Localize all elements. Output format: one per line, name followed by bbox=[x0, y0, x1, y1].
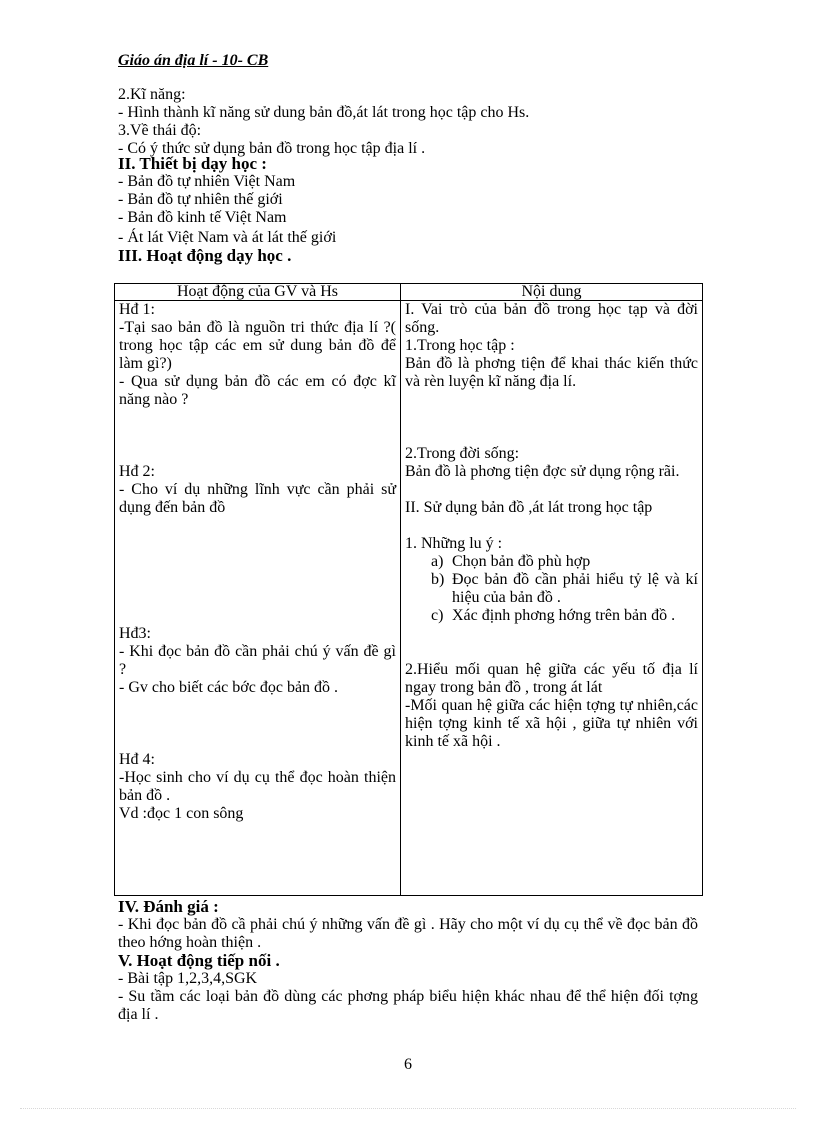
relation-text: 2.Hiểu mối quan hệ giữa các yếu tố địa lí ngay trong bản đồ , trong át lát bbox=[405, 661, 698, 696]
footer-divider bbox=[20, 1108, 796, 1109]
notes-list bbox=[405, 553, 698, 625]
equipment-section bbox=[118, 155, 336, 265]
activity-4-question: -Học sinh cho ví dụ cụ thể đọc hoàn thiện bản đồ . bbox=[119, 769, 396, 804]
followup-item-2: - Su tầm các loại bản đồ dùng các phơng pháp biểu hiện khác nhau để thể hiện đối tợng địa lí . bbox=[118, 988, 698, 1023]
lesson-table bbox=[114, 283, 703, 896]
activity-1-question: -Tại sao bản đồ là nguồn tri thức địa lí ?( trong học tập các em sử dung bản đồ để làm gì?) bbox=[119, 319, 396, 372]
evaluation-heading: IV. Đánh giá : bbox=[118, 897, 219, 916]
activity-2-question: - Cho ví dụ những lĩnh vực cần phải sử dụng đến bản đồ bbox=[119, 481, 396, 516]
life-title: 2.Trong đời sống: bbox=[405, 445, 520, 462]
activity-4-title: Hđ 4: bbox=[119, 751, 155, 768]
closing-section bbox=[118, 898, 698, 1024]
list-item: b) Đọc bản đồ cần phải hiểu tỷ lệ và kí hiệu của bản đồ . bbox=[431, 571, 698, 606]
study-text: Bản đồ là phơng tiện để khai thác kiến thức và rèn luyện kĩ năng địa lí. bbox=[405, 355, 698, 390]
activity-3-question-2: - Gv cho biết các bớc đọc bản đồ . bbox=[119, 679, 339, 696]
equipment-item: - Bản đồ tự nhiên thế giới bbox=[118, 191, 283, 208]
table-header-row bbox=[115, 284, 703, 301]
followup-item: - Bài tập 1,2,3,4,SGK bbox=[118, 970, 258, 987]
table-row bbox=[115, 301, 703, 896]
activity-1-title: Hđ 1: bbox=[119, 301, 155, 318]
activity-1-question-2: - Qua sử dụng bản đồ các em có đợc kĩ năng nào ? bbox=[119, 373, 396, 408]
activities-heading: III. Hoạt động dạy học . bbox=[118, 246, 292, 265]
objectives-section bbox=[118, 86, 529, 158]
equipment-item: - Bản đồ tự nhiên Việt Nam bbox=[118, 173, 296, 190]
study-title: 1.Trong học tập : bbox=[405, 337, 515, 354]
relation-detail: -Mối quan hệ giữa các hiện tợng tự nhiên,các hiện tợng kinh tế xã hội , giữa tự nhiên với kinh tế xã hội . bbox=[405, 697, 698, 750]
equipment-item: - Bản đồ kinh tế Việt Nam bbox=[118, 209, 287, 226]
content-cell bbox=[401, 301, 703, 896]
column-header-activities: Hoạt động của GV và Hs bbox=[115, 284, 401, 301]
activity-4-example: Vd :đọc 1 con sông bbox=[119, 805, 244, 822]
page-number: 6 bbox=[404, 1056, 412, 1073]
life-text: Bản đồ là phơng tiện đợc sử dụng rộng rãi. bbox=[405, 463, 680, 480]
page-header: Giáo án địa lí - 10- CB bbox=[118, 52, 269, 69]
activity-3-title: Hđ3: bbox=[119, 625, 151, 642]
activity-3-question: - Khi đọc bản đồ cần phải chú ý vấn đề gì ? bbox=[119, 643, 396, 678]
evaluation-text: - Khi đọc bản đồ cầ phải chú ý những vấn đề gì . Hãy cho một ví dụ cụ thể về đọc bản đồ theo hớng hoàn thiện . bbox=[118, 916, 698, 951]
attitude-item: - Có ý thức sử dụng bản đồ trong học tập địa lí . bbox=[118, 140, 426, 157]
equipment-item: - Át lát Việt Nam và át lát thế giới bbox=[118, 229, 337, 246]
column-header-content: Nội dung bbox=[401, 284, 703, 301]
skills-heading: 2.Kĩ năng: bbox=[118, 86, 186, 103]
list-item: c) Xác định phơng hớng trên bản đồ . bbox=[431, 607, 676, 624]
skills-item: - Hình thành kĩ năng sử dung bản đồ,át lát trong học tập cho Hs. bbox=[118, 104, 530, 121]
use-title: II. Sử dụng bản đồ ,át lát trong học tập bbox=[405, 499, 653, 516]
role-title: I. Vai trò của bản đồ trong học tạp và đời sống. bbox=[405, 301, 698, 336]
followup-heading: V. Hoạt động tiếp nối . bbox=[118, 951, 280, 970]
activities-cell bbox=[115, 301, 401, 896]
notes-title: 1. Những lu ý : bbox=[405, 535, 503, 552]
list-item: a) Chọn bản đồ phù hợp bbox=[431, 553, 591, 570]
equipment-heading: II. Thiết bị dạy học : bbox=[118, 154, 267, 173]
attitude-heading: 3.Về thái độ: bbox=[118, 122, 202, 139]
activity-2-title: Hđ 2: bbox=[119, 463, 155, 480]
